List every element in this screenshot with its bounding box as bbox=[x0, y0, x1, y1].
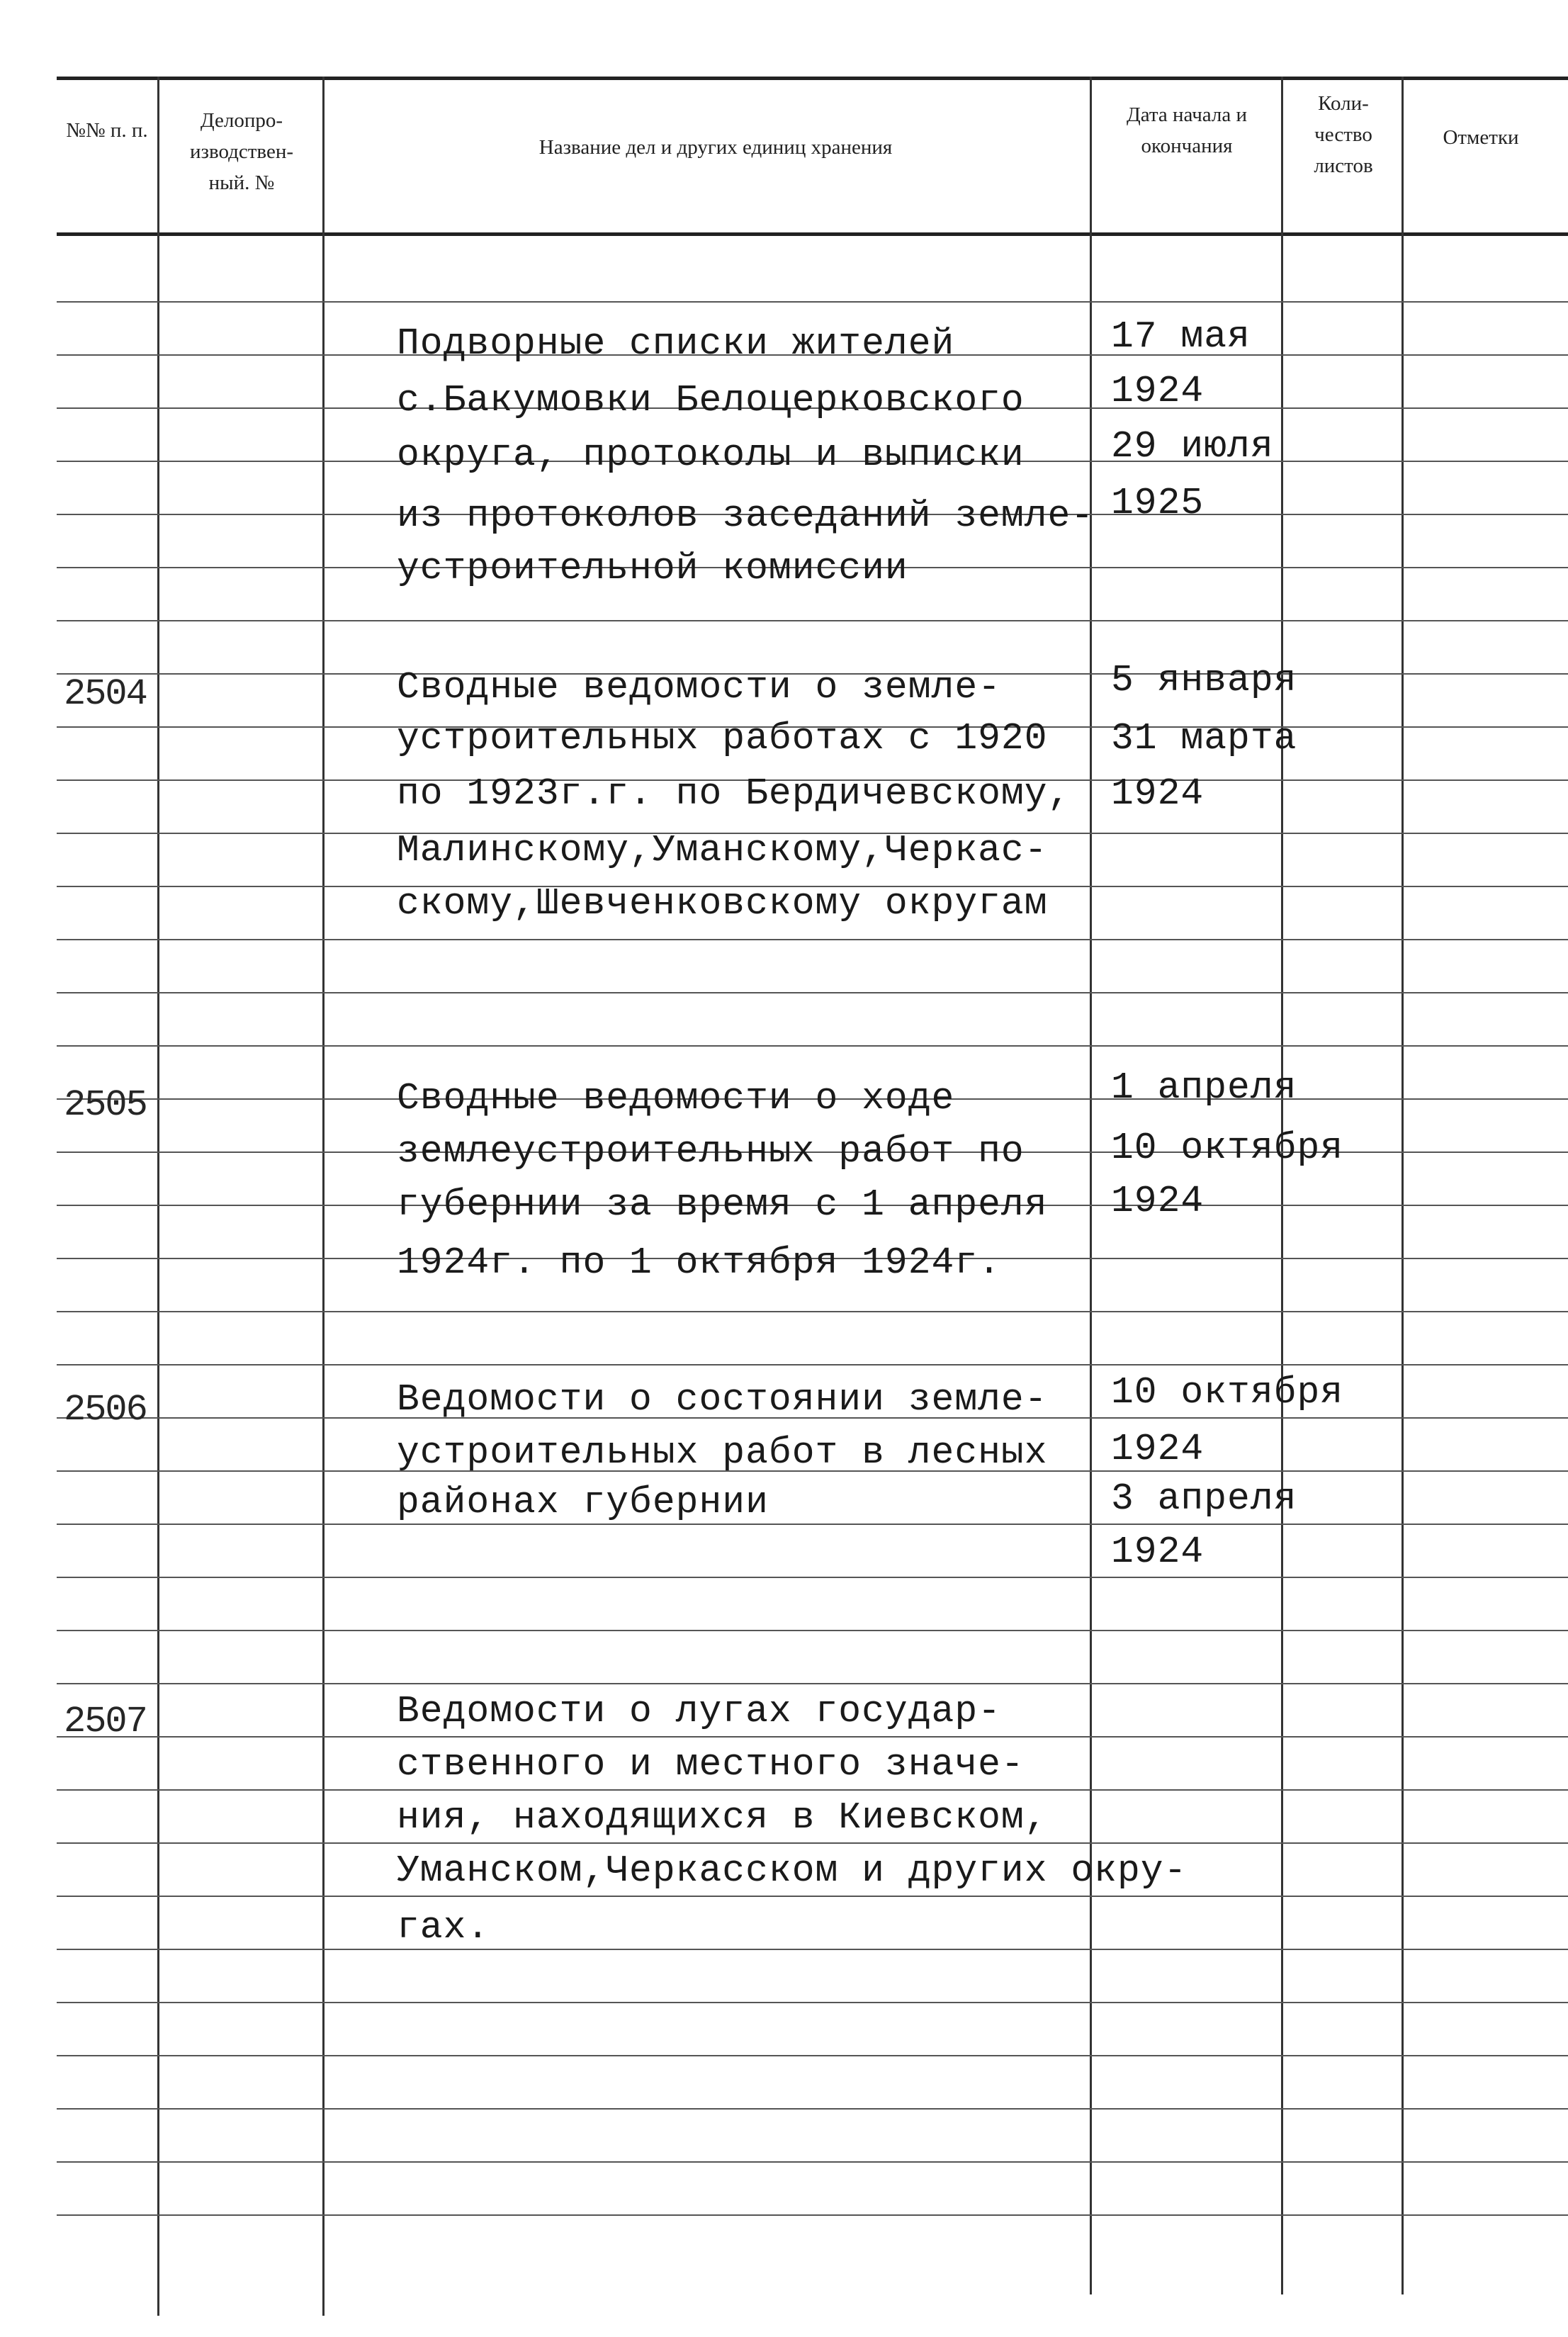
header-dates: Дата начала и окончания bbox=[1126, 103, 1248, 157]
record-number: 2505 bbox=[64, 1084, 147, 1126]
record-title-line: землеустроительных работ по bbox=[397, 1130, 1025, 1173]
record-date-line: 10 октября bbox=[1111, 1127, 1344, 1169]
record-title-line: Уманском,Черкасском и других окру- bbox=[397, 1849, 1188, 1892]
ledger-line bbox=[57, 1896, 1568, 1897]
ledger-line bbox=[57, 2002, 1568, 2003]
record-title-line: из протоколов заседаний земле- bbox=[397, 495, 1095, 537]
header-sheet-count: Коли- чество листов bbox=[1314, 92, 1373, 177]
record-date-line: 17 мая bbox=[1111, 315, 1251, 358]
record-date-line: 1924 bbox=[1111, 1180, 1205, 1222]
record-title-line: районах губернии bbox=[397, 1481, 769, 1524]
ledger-line bbox=[57, 2108, 1568, 2110]
record-date-line: 5 января bbox=[1111, 659, 1297, 702]
record-date-line: 1925 bbox=[1111, 482, 1205, 524]
record-title-line: Подворные списки жителей bbox=[397, 322, 955, 365]
record-title-line: 1924г. по 1 октября 1924г. bbox=[397, 1241, 1001, 1284]
record-date-line: 1924 bbox=[1111, 370, 1205, 412]
record-title-line: губернии за время с 1 апреля bbox=[397, 1183, 1048, 1226]
record-title-line: Ведомости о состоянии земле- bbox=[397, 1378, 1048, 1421]
record-title-line: Сводные ведомости о земле- bbox=[397, 666, 1001, 709]
header-office-number: Делопро- изводствен- ный. № bbox=[189, 109, 293, 194]
ledger-line bbox=[57, 1949, 1568, 1950]
record-date-line: 3 апреля bbox=[1111, 1477, 1297, 1520]
column-divider-dates bbox=[1281, 77, 1283, 2294]
record-date-line: 1924 bbox=[1111, 772, 1205, 815]
ledger-line bbox=[57, 620, 1568, 621]
header-top-rule bbox=[57, 77, 1568, 80]
header-title: Название дел и других единиц хранения bbox=[538, 136, 893, 159]
record-title-line: устроительных работ в лесных bbox=[397, 1431, 1048, 1474]
record-title-line: скому,Шевченковскому округам bbox=[397, 882, 1048, 925]
record-title-line: Ведомости о лугах государ- bbox=[397, 1690, 1001, 1733]
header-bottom-rule bbox=[57, 232, 1568, 236]
record-date-line: 1 апреля bbox=[1111, 1066, 1297, 1109]
column-divider-sheets bbox=[1401, 77, 1404, 2294]
record-number: 2507 bbox=[64, 1701, 147, 1742]
ledger-line bbox=[57, 2161, 1568, 2163]
ledger-line bbox=[57, 2214, 1568, 2216]
record-title-line: Сводные ведомости о ходе bbox=[397, 1077, 955, 1120]
column-divider-title bbox=[1090, 77, 1092, 2294]
record-title-line: с.Бакумовки Белоцерковского bbox=[397, 379, 1025, 422]
record-title-line: ния, находящихся в Киевском, bbox=[397, 1796, 1048, 1839]
ledger-line bbox=[57, 992, 1568, 993]
ledger-line bbox=[57, 1364, 1568, 1365]
record-title-line: устроительных работах с 1920 bbox=[397, 717, 1048, 760]
record-number: 2504 bbox=[64, 673, 147, 715]
ledger-line bbox=[57, 1577, 1568, 1578]
header-number: №№ п. п. bbox=[66, 119, 148, 142]
ledger-line bbox=[57, 1736, 1568, 1738]
record-title-line: Малинскому,Уманскому,Черкас- bbox=[397, 829, 1048, 872]
record-title-line: по 1923г.г. по Бердичевскому, bbox=[397, 772, 1071, 815]
record-title-line: ственного и местного значе- bbox=[397, 1743, 1025, 1786]
ledger-line bbox=[57, 939, 1568, 940]
record-title-line: округа, протоколы и выписки bbox=[397, 434, 1025, 476]
ledger-line bbox=[57, 301, 1568, 303]
record-number: 2506 bbox=[64, 1389, 147, 1431]
ledger-line bbox=[57, 1524, 1568, 1525]
column-divider-num bbox=[157, 77, 159, 2316]
ledger-line bbox=[57, 1789, 1568, 1791]
ledger-line bbox=[57, 1045, 1568, 1047]
record-date-line: 10 октября bbox=[1111, 1371, 1344, 1414]
record-date-line: 29 июля bbox=[1111, 425, 1274, 468]
record-date-line: 1924 bbox=[1111, 1531, 1205, 1573]
ledger-line bbox=[57, 2055, 1568, 2056]
ledger-line bbox=[57, 1630, 1568, 1631]
column-divider-office bbox=[322, 77, 325, 2316]
record-date-line: 31 марта bbox=[1111, 717, 1297, 760]
ledger-line bbox=[57, 1683, 1568, 1684]
record-title-line: гах. bbox=[397, 1906, 490, 1949]
header-notes: Отметки bbox=[1443, 126, 1519, 149]
record-date-line: 1924 bbox=[1111, 1428, 1205, 1470]
record-title-line: устроительной комиссии bbox=[397, 547, 908, 590]
ledger-line bbox=[57, 1311, 1568, 1312]
ledger-line bbox=[57, 1842, 1568, 1844]
